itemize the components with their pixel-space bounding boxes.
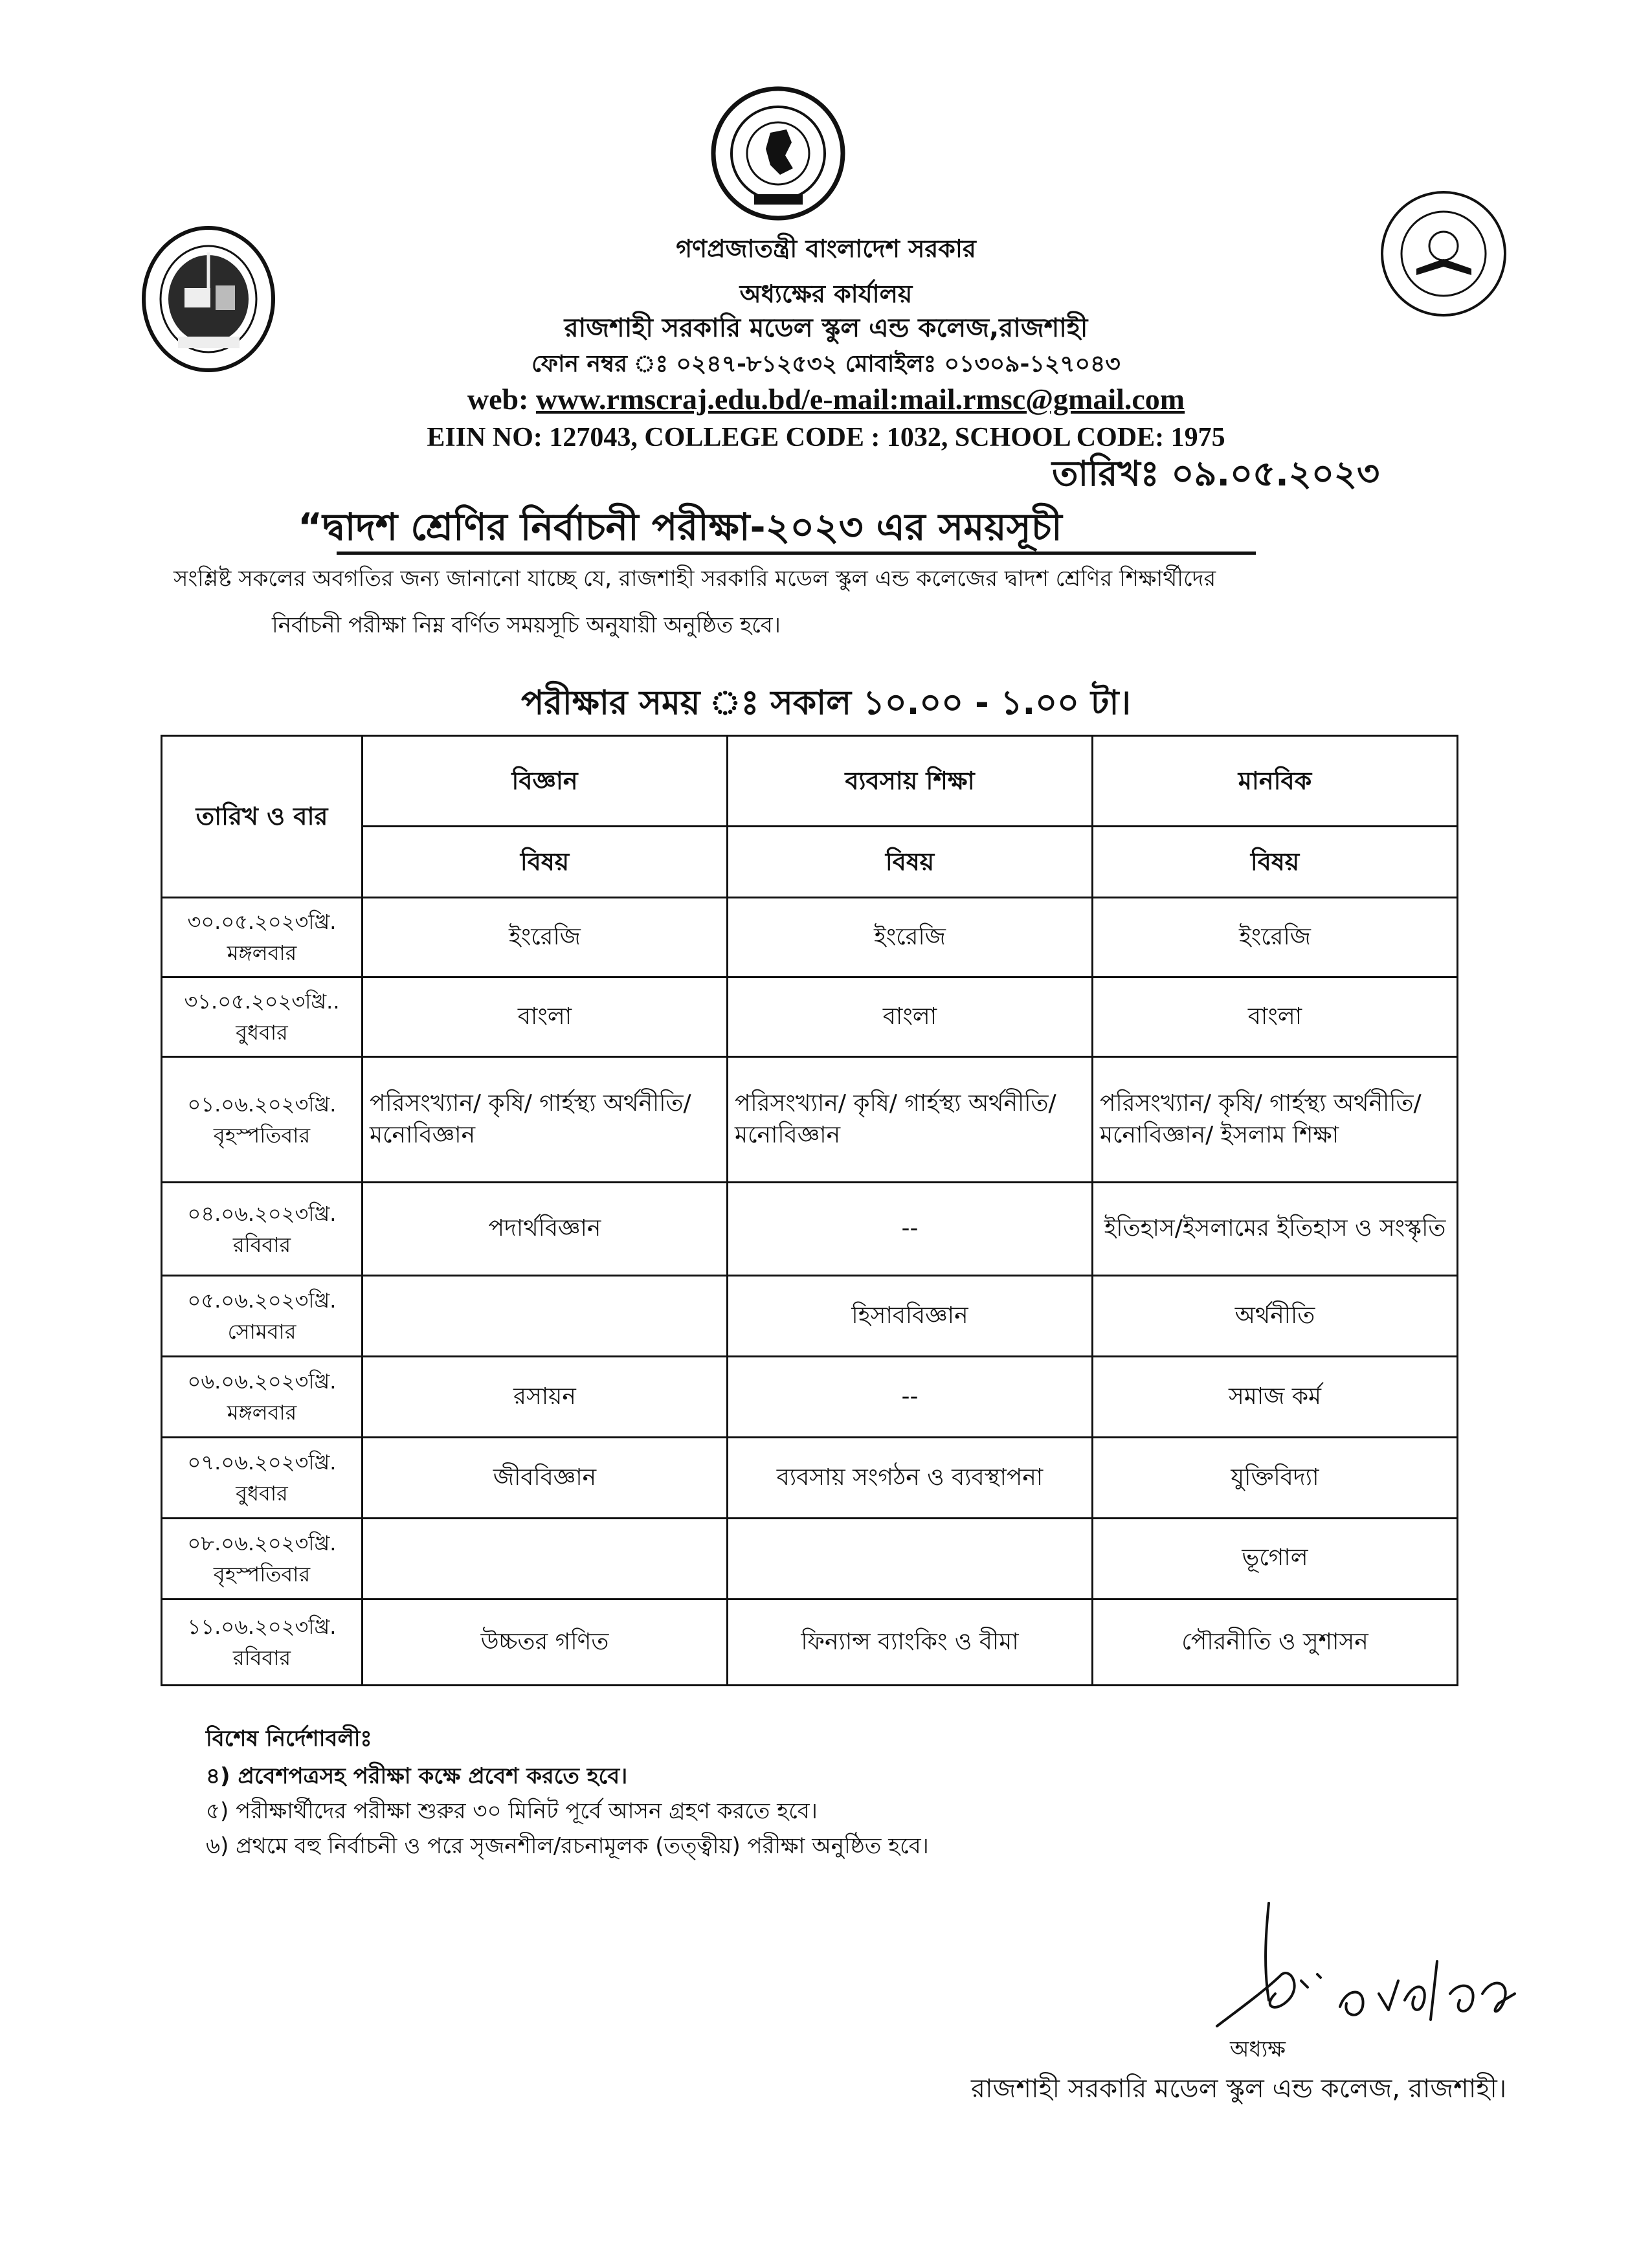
- office-line: অধ্যক্ষের কার্যালয়: [739, 280, 913, 308]
- business-subject: হিসাববিজ্ঞান: [728, 1275, 1093, 1356]
- date-cell: [162, 1356, 363, 1437]
- instruction-item: ৪) প্রবেশপত্রসহ পরীক্ষা কক্ষে প্রবেশ করতে হবে।: [206, 1763, 628, 1789]
- subject-header-science: বিষয়: [363, 827, 728, 898]
- business-subject: ইংরেজি: [728, 898, 1093, 977]
- exam-day: সোমবার: [227, 1319, 296, 1344]
- business-subject: [728, 1518, 1093, 1599]
- phone-line: ফোন নম্বর ঃ ০২৪৭-৮১২৫৩২ মোবাইলঃ ০১৩০৯-১২৭০৪৩: [531, 351, 1121, 377]
- government-line: গণপ্রজাতন্ত্রী বাংলাদেশ সরকার: [676, 234, 976, 263]
- exam-date: ৩০.০৫.২০২৩খ্রি.: [187, 909, 337, 934]
- humanities-subject: সমাজ কর্ম: [1093, 1356, 1458, 1437]
- table-row: [162, 898, 1458, 977]
- science-subject: বাংলা: [363, 977, 728, 1056]
- signatory-institution: রাজশাহী সরকারি মডেল স্কুল এন্ড কলেজ, রাজশাহী।: [971, 2074, 1507, 2104]
- subject-header-business: বিষয়: [728, 827, 1093, 898]
- title-underline: [337, 552, 1256, 555]
- science-subject: পরিসংখ্যান/ কৃষি/ গার্হস্থ্য অর্থনীতি/মনোবিজ্ঞান: [363, 1056, 728, 1183]
- exam-date: ০১.০৬.২০২৩খ্রি.: [187, 1091, 337, 1117]
- date-cell: [162, 1518, 363, 1599]
- date-cell: [162, 1183, 363, 1275]
- humanities-subject: বাংলা: [1093, 977, 1458, 1056]
- date-cell: [162, 1437, 363, 1518]
- table-row: [162, 977, 1458, 1056]
- date-cell: [162, 1056, 363, 1183]
- exam-day: মঙ্গলবার: [227, 1399, 297, 1425]
- humanities-subject: ইতিহাস/ইসলামের ইতিহাস ও সংস্কৃতি: [1093, 1183, 1458, 1275]
- humanities-subject: ভূগোল: [1093, 1518, 1458, 1599]
- date-cell: [162, 977, 363, 1056]
- exam-date: ০৪.০৬.২০২৩খ্রি.: [187, 1201, 337, 1226]
- table-row: [162, 1437, 1458, 1518]
- humanities-subject: যুক্তিবিদ্যা: [1093, 1437, 1458, 1518]
- table-row: [162, 1056, 1458, 1183]
- exam-date: ৩১.০৫.২০২৩খ্রি..: [184, 988, 340, 1014]
- table-row: [162, 1356, 1458, 1437]
- group-header-humanities: মানবিক: [1093, 736, 1458, 827]
- notice-paragraph-line-1: সংশ্লিষ্ট সকলের অবগতির জন্য জানানো যাচ্ছে যে, রাজশাহী সরকারি মডেল স্কুল এন্ড কলেজের দ্বাদশ শ্রেণির শিক্ষার্থীদের: [173, 566, 1216, 592]
- notice-date: তারিখঃ ০৯.০৫.২০২৩: [1052, 453, 1380, 494]
- group-header-business: ব্যবসায় শিক্ষা: [728, 736, 1093, 827]
- table-row: [162, 1599, 1458, 1685]
- subject-header-humanities: বিষয়: [1093, 827, 1458, 898]
- exam-date: ০৭.০৬.২০২৩খ্রি.: [187, 1449, 337, 1475]
- science-subject: [363, 1275, 728, 1356]
- date-cell: [162, 898, 363, 977]
- notice-title: “দ্বাদশ শ্রেণির নির্বাচনী পরীক্ষা-২০২৩ এর সময়সূচী: [298, 505, 1062, 549]
- exam-day: বৃহস্পতিবার: [213, 1561, 311, 1587]
- instructions-title: বিশেষ নির্দেশাবলীঃ: [206, 1726, 372, 1752]
- table-row: [162, 1183, 1458, 1275]
- humanities-subject: পরিসংখ্যান/ কৃষি/ গার্হস্থ্য অর্থনীতি/ মনোবিজ্ঞান/ ইসলাম শিক্ষা: [1093, 1056, 1458, 1183]
- exam-date: ১১.০৬.২০২৩খ্রি.: [187, 1614, 337, 1639]
- web-email-link[interactable]: www.rmscraj.edu.bd/e-mail:mail.rmsc@gmail.com: [535, 383, 1185, 416]
- table-row: [162, 1275, 1458, 1356]
- business-subject: --: [728, 1356, 1093, 1437]
- exam-date: ০৫.০৬.২০২৩খ্রি.: [187, 1288, 337, 1313]
- exam-schedule-table: [161, 735, 1458, 1686]
- business-subject: পরিসংখ্যান/ কৃষি/ গার্হস্থ্য অর্থনীতি/মনোবিজ্ঞান: [728, 1056, 1093, 1183]
- humanities-subject: পৌরনীতি ও সুশাসন: [1093, 1599, 1458, 1685]
- science-subject: জীববিজ্ঞান: [363, 1437, 728, 1518]
- web-line: [0, 382, 1652, 416]
- instruction-item: ৫) পরীক্ষার্থীদের পরীক্ষা শুরুর ৩০ মিনিট পূর্বে আসন গ্রহণ করতে হবে।: [206, 1798, 818, 1824]
- science-subject: পদার্থবিজ্ঞান: [363, 1183, 728, 1275]
- humanities-subject: ইংরেজি: [1093, 898, 1458, 977]
- web-label: web:: [467, 383, 536, 416]
- exam-date: ০৬.০৬.২০২৩খ্রি.: [187, 1368, 337, 1394]
- date-cell: [162, 1275, 363, 1356]
- science-subject: ইংরেজি: [363, 898, 728, 977]
- exam-day: মঙ্গলবার: [227, 940, 297, 965]
- science-subject: উচ্চতর গণিত: [363, 1599, 728, 1685]
- instruction-item: ৬) প্রথমে বহু নির্বাচনী ও পরে সৃজনশীল/রচনামূলক (তত্ত্বীয়) পরীক্ষা অনুষ্ঠিত হবে।: [206, 1833, 929, 1859]
- humanities-subject: অর্থনীতি: [1093, 1275, 1458, 1356]
- notice-paragraph-line-2: নির্বাচনী পরীক্ষা নিম্ন বর্ণিত সময়সূচি অনুযায়ী অনুষ্ঠিত হবে।: [272, 612, 781, 638]
- exam-day: বুধবার: [236, 1480, 288, 1506]
- exam-time: পরীক্ষার সময় ঃ সকাল ১০.০০ - ১.০০ টা।: [520, 684, 1132, 722]
- government-seal-icon: [709, 84, 848, 223]
- exam-day: বৃহস্পতিবার: [213, 1122, 311, 1148]
- codes-line: EIIN NO: 127043, COLLEGE CODE : 1032, SCHOOL CODE: 1975: [427, 423, 1225, 452]
- date-day-header: তারিখ ও বার: [162, 736, 363, 898]
- institution-line: রাজশাহী সরকারি মডেল স্কুল এন্ড কলেজ,রাজশাহী: [564, 313, 1088, 343]
- exam-date: ০৮.০৬.২০২৩খ্রি.: [187, 1530, 337, 1555]
- exam-day: বুধবার: [236, 1020, 288, 1045]
- science-subject: [363, 1518, 728, 1599]
- business-subject: বাংলা: [728, 977, 1093, 1056]
- business-subject: ব্যবসায় সংগঠন ও ব্যবস্থাপনা: [728, 1437, 1093, 1518]
- signatory-role: অধ্যক্ষ: [1230, 2036, 1286, 2062]
- business-subject: ফিন্যান্স ব্যাংকিং ও বীমা: [728, 1599, 1093, 1685]
- group-header-science: বিজ্ঞান: [363, 736, 728, 827]
- business-subject: --: [728, 1183, 1093, 1275]
- table-row: [162, 1518, 1458, 1599]
- exam-day: রবিবার: [232, 1232, 291, 1257]
- date-cell: [162, 1599, 363, 1685]
- science-subject: রসায়ন: [363, 1356, 728, 1437]
- exam-day: রবিবার: [232, 1645, 291, 1670]
